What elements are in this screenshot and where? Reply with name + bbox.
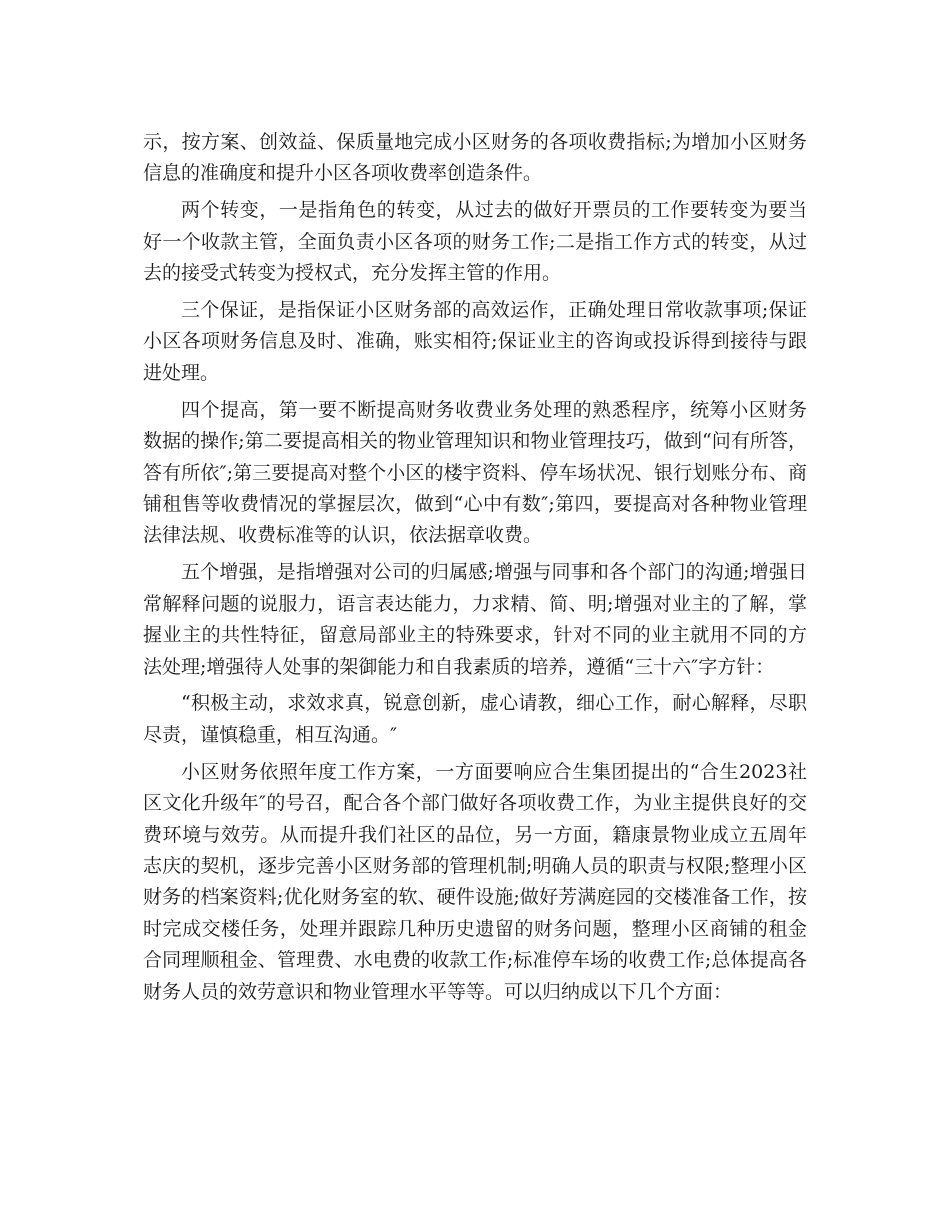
paragraph-continuation: 示，按方案、创效益、保质量地完成小区财务的各项收费指标;为增加小区财务信息的准确度和提升小区各项收费率创造条件。 (143, 131, 807, 185)
paragraph-three-guarantees: 三个保证，是指保证小区财务部的高效运作，正确处理日常收款事项;保证小区各项财务信息及时、准确，账实相符;保证业主的咨询或投诉得到接待与跟进处理。 (143, 299, 807, 384)
paragraph-annual-work-plan: 小区财务依照年度工作方案，一方面要响应合生集团提出的“合生2023社区文化升级年″的号召，配合各个部门做好各项收费工作，为业主提供良好的交费环境与效劳。从而提升我们社区的品位，另一方面，籍康景物业成立五周年志庆的契机，逐步完善小区财务部的管理机制;明确人员的职责与权限;整理小区财务的档案资料;优化财务室的软、硬件设施;做好芳满庭园的交楼准备工作，按时完成交楼任务，处理并跟踪几种历史遗留的财务问题，整理小区商铺的租金合同理顺租金、管理费、水电费的收款工作;标准停车场的收费工作;总体提高各财务人员的效劳意识和物业管理水平等等。可以归纳成以下几个方面： (143, 760, 807, 1003)
paragraph-thirty-six-character-motto: “积极主动，求效求真，锐意创新，虚心请教，细心工作，耐心解释，尽职尽责，谨慎稳重，相互沟通。″ (143, 692, 807, 746)
paragraph-two-transformations: 两个转变，一是指角色的转变，从过去的做好开票员的工作要转变为要当好一个收款主管，全面负责小区各项的财务工作;二是指工作方式的转变，从过去的接受式转变为授权式，充分发挥主管的作用。 (143, 199, 807, 285)
paragraph-four-improvements: 四个提高，第一要不断提高财务收费业务处理的熟悉程序，统筹小区财务数据的操作;第二要提高相关的物业管理知识和物业管理技巧，做到“问有所答，答有所依″;第三要提高对整个小区的楼宇资料、停车场状况、银行划账分布、商铺租售等收费情况的掌握层次，做到“心中有数″;第四，要提高对各种物业管理法律法规、收费标准等的认识，依法据章收费。 (143, 398, 807, 547)
document-page (143, 127, 807, 1013)
paragraph-five-enhancements: 五个增强，是指增强对公司的归属感;增强与同事和各个部门的沟通;增强日常解释问题的说服力，语言表达能力，力求精、简、明;增强对业主的了解，掌握业主的共性特征，留意局部业主的特殊要求，针对不同的业主就用不同的方法处理;增强待人处事的架御能力和自我素质的培养，遵循“三十六″字方针： (143, 561, 807, 678)
